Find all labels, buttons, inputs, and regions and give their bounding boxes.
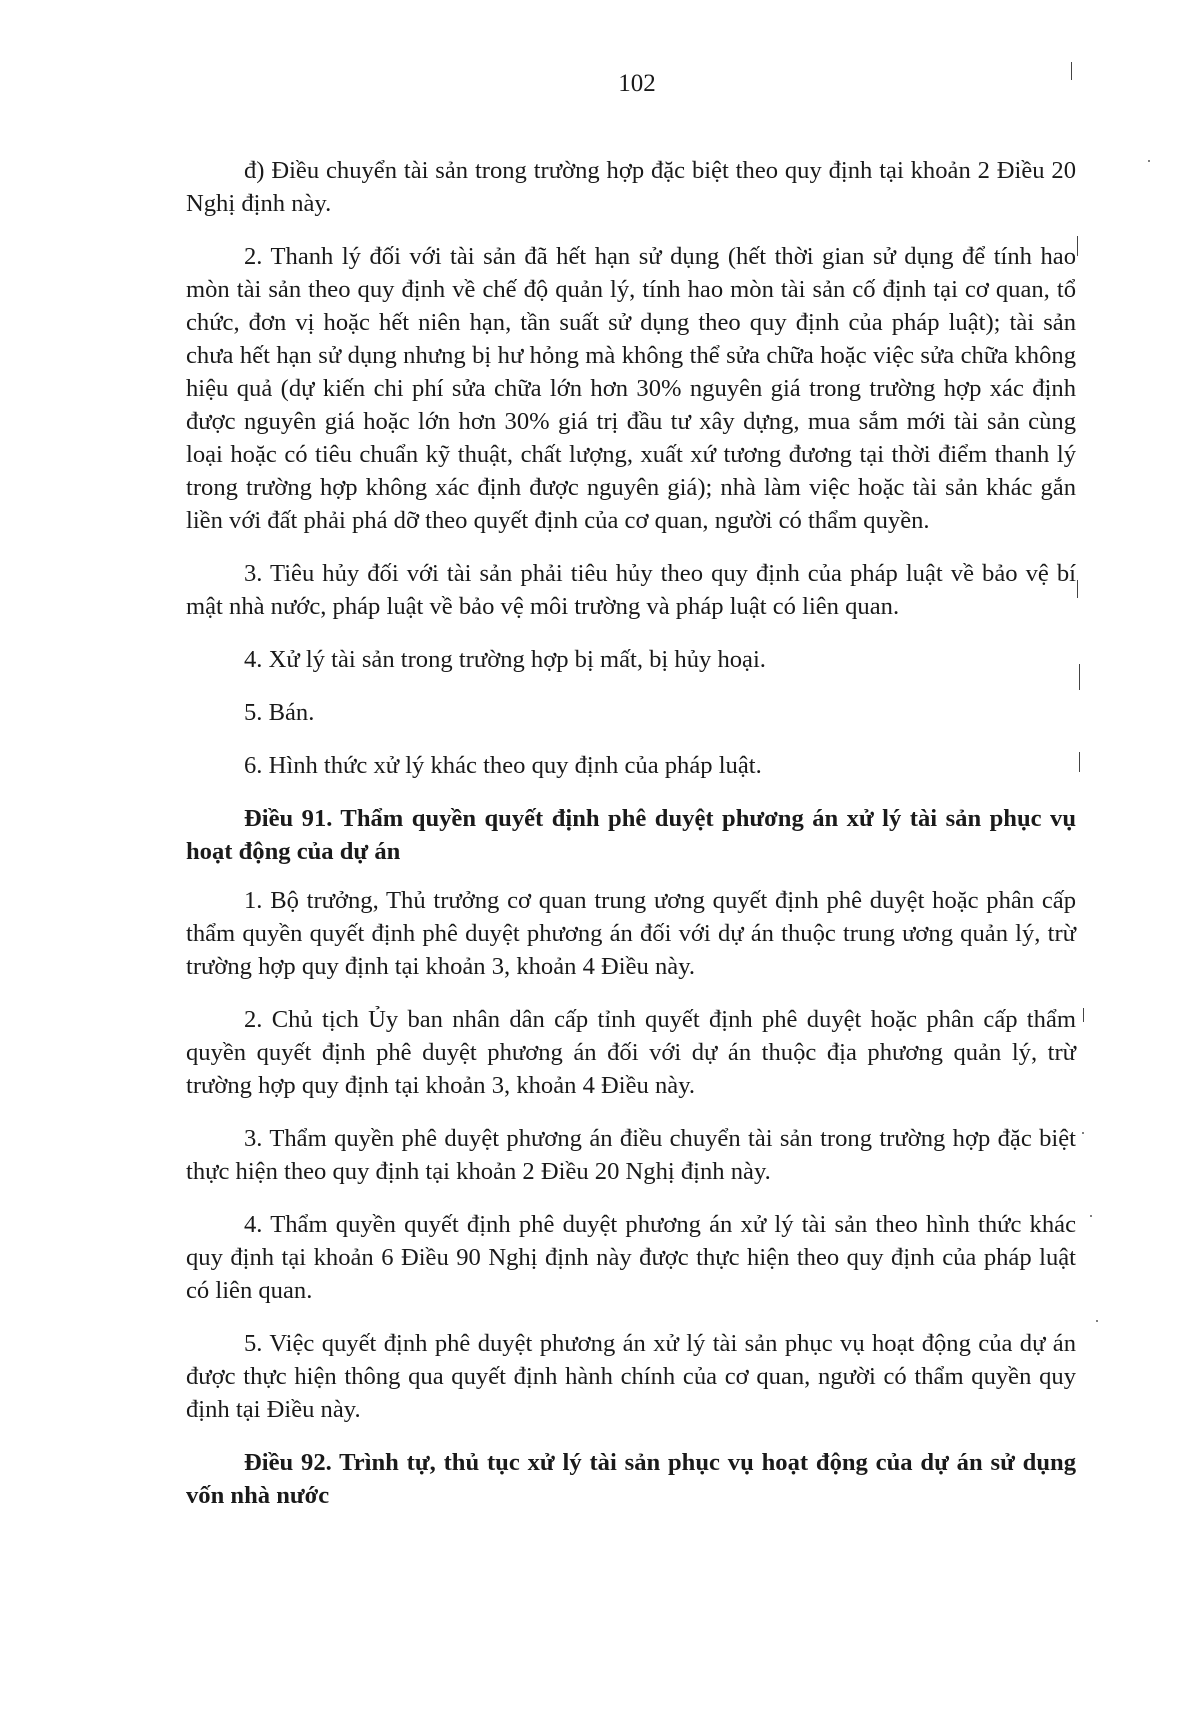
scan-artifact-mark <box>1071 62 1072 80</box>
article-91-clause-3: 3. Thẩm quyền phê duyệt phương án điều chuyển tài sản trong trường hợp đặc biệt thực hiện theo quy định tại khoản 2 Điều 20 Nghị định này. <box>186 1125 1076 1185</box>
article-91-clause-1: 1. Bộ trưởng, Thủ trưởng cơ quan trung ương quyết định phê duyệt hoặc phân cấp thẩm quyền quyết định phê duyệt phương án đối với dự án thuộc trung ương quản lý, trừ trường hợp quy định tại khoản 3, khoản 4 Điều này. <box>186 887 1076 980</box>
scan-artifact-mark <box>1079 664 1080 690</box>
document-body <box>186 154 1076 1528</box>
article-91-heading: Điều 91. Thẩm quyền quyết định phê duyệt phương án xử lý tài sản phục vụ hoạt động của dự án <box>186 805 1076 865</box>
scan-artifact-dot <box>1090 1215 1092 1217</box>
paragraph-clause-3-destruction: 3. Tiêu hủy đối với tài sản phải tiêu hủy theo quy định của pháp luật về bảo vệ bí mật nhà nước, pháp luật về bảo vệ môi trường và pháp luật có liên quan. <box>186 560 1076 620</box>
scan-artifact-dot <box>1082 1132 1084 1134</box>
scan-artifact-dot <box>1096 1320 1098 1322</box>
paragraph-clause-4-loss: 4. Xử lý tài sản trong trường hợp bị mất, bị hủy hoại. <box>244 646 766 673</box>
article-91-clause-2: 2. Chủ tịch Ủy ban nhân dân cấp tỉnh quyết định phê duyệt hoặc phân cấp thẩm quyền quyết định phê duyệt phương án đối với dự án thuộc địa phương quản lý, trừ trường hợp quy định tại khoản 3, khoản 4 Điều này. <box>186 1006 1076 1099</box>
scan-artifact-mark <box>1083 1008 1084 1022</box>
article-92-heading: Điều 92. Trình tự, thủ tục xử lý tài sản phục vụ hoạt động của dự án sử dụng vốn nhà nước <box>186 1449 1076 1509</box>
scan-artifact-mark <box>1077 580 1078 598</box>
paragraph-clause-2-liquidation: 2. Thanh lý đối với tài sản đã hết hạn sử dụng (hết thời gian sử dụng để tính hao mòn tài sản theo quy định về chế độ quản lý, tính hao mòn tài sản cố định tại cơ quan, tổ chức, đơn vị hoặc hết niên hạn, tần suất sử dụng theo quy định của pháp luật); tài sản chưa hết hạn sử dụng nhưng bị hư hỏng mà không thể sửa chữa hoặc việc sửa chữa không hiệu quả (dự kiến chi phí sửa chữa lớn hơn 30% nguyên giá trong trường hợp xác định được nguyên giá hoặc lớn hơn 30% giá trị đầu tư xây dựng, mua sắm mới tài sản cùng loại hoặc có tiêu chuẩn kỹ thuật, chất lượng, xuất xứ tương đương tại thời điểm thanh lý trong trường hợp không xác định được nguyên giá); nhà làm việc hoặc tài sản khác gắn liền với đất phải phá dỡ theo quyết định của cơ quan, người có thẩm quyền. <box>186 243 1076 534</box>
article-91-clause-4: 4. Thẩm quyền quyết định phê duyệt phương án xử lý tài sản theo hình thức khác quy định tại khoản 6 Điều 90 Nghị định này được thực hiện theo quy định của pháp luật có liên quan. <box>186 1211 1076 1304</box>
page-number: 102 <box>618 70 656 97</box>
paragraph-item-d: đ) Điều chuyển tài sản trong trường hợp đặc biệt theo quy định tại khoản 2 Điều 20 Nghị định này. <box>186 157 1076 217</box>
article-91-clause-5: 5. Việc quyết định phê duyệt phương án xử lý tài sản phục vụ hoạt động của dự án được thực hiện thông qua quyết định hành chính của cơ quan, người có thẩm quyền quy định tại Điều này. <box>186 1330 1076 1423</box>
scan-artifact-mark <box>1079 752 1080 772</box>
paragraph-clause-5-sale: 5. Bán. <box>244 699 315 726</box>
paragraph-clause-6-other: 6. Hình thức xử lý khác theo quy định của pháp luật. <box>244 752 762 779</box>
scan-artifact-dot <box>1148 160 1150 162</box>
scan-artifact-mark <box>1077 236 1078 256</box>
